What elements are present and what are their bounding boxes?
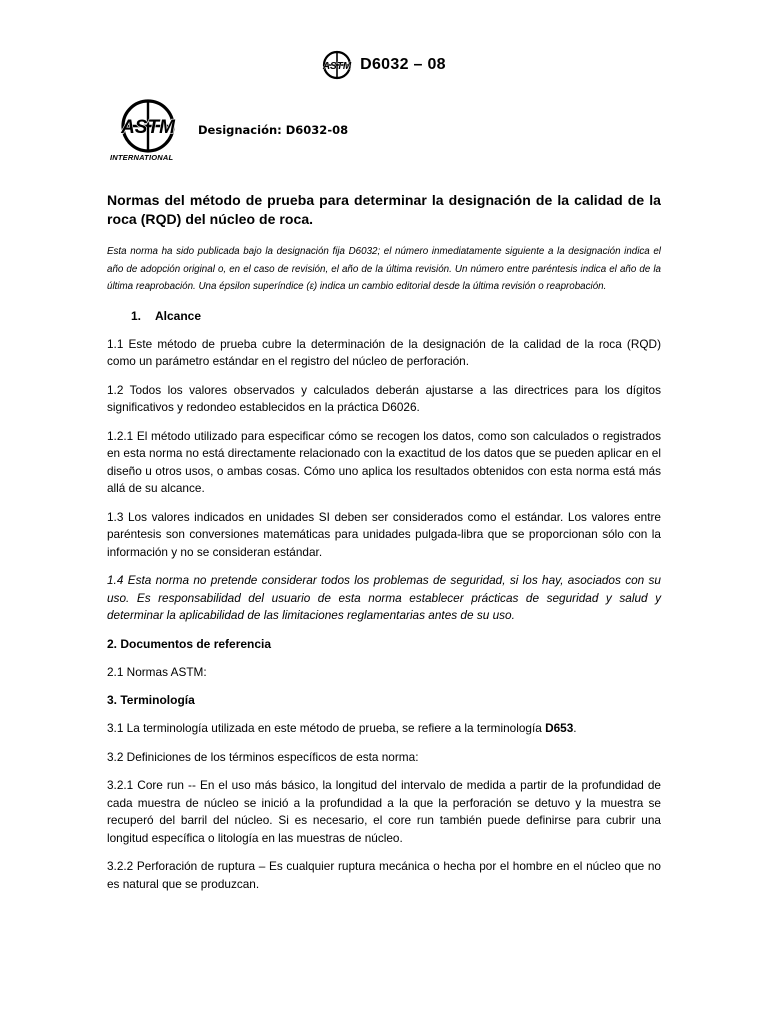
- section-1-title: Alcance: [155, 308, 202, 323]
- document-body: [107, 191, 661, 904]
- paragraph-1-2: 1.2 Todos los valores observados y calculados deberán ajustarse a las directrices para los dígitos significativos y redondeo establecidos en la práctica D6026.: [107, 382, 661, 414]
- paragraph-3-2-2: 3.2.2 Perforación de ruptura – Es cualquier ruptura mecánica o hecha por el hombre en el núcleo que no es natural que se produzcan.: [107, 859, 661, 891]
- section-1-heading: [131, 308, 661, 324]
- section-2-heading: 2. Documentos de referencia: [107, 636, 272, 651]
- section-1-number: 1.: [131, 308, 142, 323]
- paragraph-1-1: 1.1 Este método de prueba cubre la determinación de la designación de la calidad de la roca (RQD) como un parámetro estándar en el registro del núcleo de perforación.: [107, 336, 661, 368]
- designation: Designación: D6032-08: [198, 123, 349, 137]
- logo-caption: INTERNATIONAL: [110, 153, 174, 162]
- intro-note: Esta norma ha sido publicada bajo la designación fija D6032; el número inmediatamente siguiente a la designación indica el año de adopción original o, en el caso de revisión, el año de la última revisión. Un número entre paréntesis indica el año de la última reaprobación. Una épsilon superíndice (ε) indica un cambio editorial desde la última revisión o reaprobación.: [107, 246, 661, 292]
- paragraph-3-2-1: 3.2.1 Core run -- En el uso más básico, la longitud del intervalo de medida a partir de la profundidad de cada muestra de núcleo se inició a la profundidad a la que la perforación se detuvo y la muestra se recuperó del barril del núcleo. Si es necesario, el core run también puede definirse para cubrir una longitud específica o litología en las muestras de núcleo.: [107, 778, 661, 845]
- document-title: Normas del método de prueba para determinar la designación de la calidad de la roca (RQD) del núcleo de roca.: [107, 192, 661, 227]
- astm-small-logo: [322, 50, 352, 80]
- paragraph-3-2: 3.2 Definiciones de los términos específicos de esta norma:: [107, 749, 419, 764]
- paragraph-3-1-end: .: [573, 721, 577, 735]
- paragraph-3-1: [107, 720, 661, 738]
- paragraph-3-1-text: 3.1 La terminología utilizada en este método de prueba, se refiere a la terminología: [107, 721, 546, 735]
- reference-d653: D653: [545, 721, 574, 735]
- running-header: [0, 50, 768, 85]
- section-3-heading: 3. Terminología: [107, 693, 195, 707]
- document-code: D6032 – 08: [360, 56, 446, 73]
- paragraph-1-4: 1.4 Esta norma no pretende considerar todos los problemas de seguridad, si los hay, asociados con su uso. Es responsabilidad del usuario de esta norma establecer prácticas de seguridad y salud y determinar la aplicabilidad de las limitaciones reglamentarias antes de su uso.: [107, 573, 661, 622]
- logo-text: ASTM: [121, 117, 175, 138]
- paragraph-1-3: 1.3 Los valores indicados en unidades SI deben ser considerados como el estándar. Los valores entre paréntesis son conversiones matemáticas para unidades pulgada-libra que se proporcionan sólo con la información y no se consideran estándar.: [107, 509, 661, 559]
- paragraph-2-1: 2.1 Normas ASTM:: [107, 664, 207, 679]
- small-logo-text: ASTM: [322, 61, 352, 72]
- paragraph-1-2-1: 1.2.1 El método utilizado para especificar cómo se recogen los datos, como son calculados o registrados en esta norma no está directamente relacionado con la exactitud de los datos que se pueden aplicar en el diseño u otros usos, o ambas cosas. Cómo uno aplica los resultados obtenidos con esta norma está más allá de su alcance.: [107, 428, 661, 495]
